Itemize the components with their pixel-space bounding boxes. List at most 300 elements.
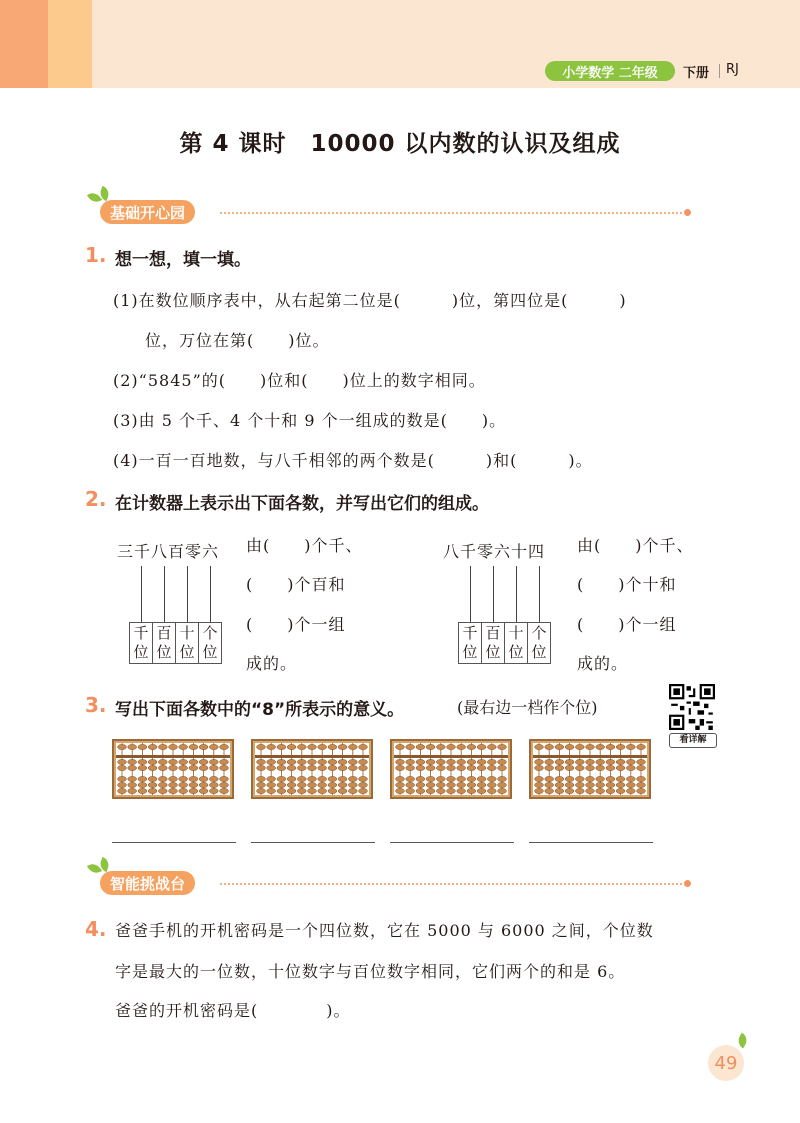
section-challenge-header <box>88 866 698 896</box>
abacus-bead <box>586 788 595 793</box>
abacus-bead <box>267 788 276 793</box>
abacus-bead <box>118 776 127 781</box>
composition-line: 由( )个千、 <box>246 536 363 555</box>
abacus-bead <box>565 782 574 787</box>
abacus-bead <box>277 776 286 781</box>
abacus-bead <box>637 782 646 787</box>
composition-line: ( )个一组 <box>246 615 346 634</box>
abacus-bead <box>606 782 615 787</box>
abacus-bead <box>308 759 317 764</box>
abacus-bead <box>138 782 147 787</box>
abacus-bead <box>287 782 296 787</box>
abacus-bead <box>477 744 486 749</box>
abacus-bead <box>555 782 564 787</box>
abacus-bead <box>575 765 584 770</box>
abacus-bead <box>436 765 445 770</box>
abacus-bead <box>637 759 646 764</box>
abacus-bead <box>596 788 605 793</box>
abacus-bead <box>267 759 276 764</box>
abacus-bead <box>637 788 646 793</box>
abacus-bead <box>118 782 127 787</box>
abacus-bead <box>359 765 368 770</box>
abacus-bead <box>457 759 466 764</box>
abacus-bead <box>348 788 357 793</box>
abacus-bead <box>138 744 147 749</box>
abacus-bead <box>169 782 178 787</box>
place-cell: 个 位 <box>528 623 551 664</box>
abacus-bead <box>267 776 276 781</box>
abacus-bead <box>535 744 544 749</box>
abacus-bead <box>328 776 337 781</box>
abacus-bead <box>487 776 496 781</box>
abacus-bead <box>477 765 486 770</box>
abacus-bead <box>257 765 266 770</box>
abacus-frame <box>390 739 512 799</box>
abacus-bead <box>535 765 544 770</box>
abacus-bead <box>555 776 564 781</box>
abacus-bead <box>396 744 405 749</box>
abacus-bead <box>179 776 188 781</box>
answer-blank[interactable] <box>251 842 375 843</box>
abacus-bead <box>308 744 317 749</box>
abacus-bead <box>297 776 306 781</box>
question-number: 4. <box>85 917 107 941</box>
abacus-bead <box>199 782 208 787</box>
abacus-bead <box>457 776 466 781</box>
abacus-bead <box>199 759 208 764</box>
abacus-bead <box>477 788 486 793</box>
abacus-bead <box>396 759 405 764</box>
abacus-bead <box>318 765 327 770</box>
abacus-bead <box>616 782 625 787</box>
abacus-bead <box>565 776 574 781</box>
abacus-bead <box>457 782 466 787</box>
dotted-rule <box>220 212 682 214</box>
abacus-bead <box>626 765 635 770</box>
composition-line: ( )个十和 <box>577 575 677 594</box>
abacus-bead <box>487 765 496 770</box>
question-number: 2. <box>85 487 107 511</box>
abacus-bead <box>220 782 229 787</box>
section-basic-header <box>88 195 698 225</box>
abacus-bead <box>148 776 157 781</box>
abacus-bead <box>436 782 445 787</box>
abacus-bead <box>257 782 266 787</box>
abacus-bead <box>596 776 605 781</box>
abacus-bead <box>277 788 286 793</box>
abacus-bead <box>416 759 425 764</box>
abacus-bead <box>158 759 167 764</box>
abacus-bead <box>359 788 368 793</box>
abacus-bead <box>616 759 625 764</box>
abacus-bead <box>267 744 276 749</box>
counter-rod <box>539 566 540 622</box>
abacus-bead <box>297 788 306 793</box>
abacus-bead <box>277 765 286 770</box>
abacus-bead <box>179 788 188 793</box>
abacus-bead <box>189 782 198 787</box>
abacus-bead <box>169 776 178 781</box>
abacus-bead <box>359 744 368 749</box>
abacus-bead <box>169 788 178 793</box>
place-cell: 十 位 <box>505 623 528 664</box>
abacus-bead <box>318 744 327 749</box>
abacus-bead <box>297 765 306 770</box>
abacus-bead <box>416 788 425 793</box>
page-header <box>0 0 800 88</box>
abacus-bead <box>626 782 635 787</box>
question-title: 写出下面各数中的“8”所表示的意义。 <box>115 700 405 720</box>
edition-label: RJ <box>726 62 739 77</box>
abacus-bead <box>158 765 167 770</box>
abacus-bead <box>498 759 507 764</box>
abacus-bead <box>535 788 544 793</box>
number-words: 三千八百零六 <box>117 542 220 561</box>
abacus-bead <box>436 759 445 764</box>
abacus-bead <box>426 765 435 770</box>
abacus-bead <box>220 744 229 749</box>
place-cell: 百 位 <box>482 623 505 664</box>
abacus-bead <box>416 765 425 770</box>
abacus-bead <box>220 788 229 793</box>
qr-code-icon[interactable] <box>669 684 715 730</box>
abacus-bead <box>545 744 554 749</box>
abacus-bead <box>467 759 476 764</box>
dot-marker <box>684 209 691 216</box>
place-cell: 百 位 <box>153 623 176 664</box>
abacus-bead <box>586 782 595 787</box>
abacus-bead <box>189 744 198 749</box>
answer-blank[interactable] <box>390 842 514 843</box>
abacus-bead <box>416 782 425 787</box>
abacus-bead <box>169 765 178 770</box>
abacus-bead <box>359 776 368 781</box>
abacus-bead <box>555 744 564 749</box>
counter-rod <box>516 566 517 622</box>
place-value-table <box>458 622 551 664</box>
question-title: 在计数器上表示出下面各数，并写出它们的组成。 <box>115 494 489 514</box>
abacus-bead <box>565 759 574 764</box>
abacus-bead <box>338 788 347 793</box>
abacus-bead <box>575 782 584 787</box>
abacus-bead <box>457 744 466 749</box>
abacus-bead <box>328 788 337 793</box>
abacus-bead <box>128 788 137 793</box>
abacus-bead <box>436 788 445 793</box>
abacus-bead <box>297 759 306 764</box>
abacus-bead <box>128 782 137 787</box>
abacus-bead <box>359 782 368 787</box>
abacus-bead <box>416 776 425 781</box>
abacus-bead <box>338 765 347 770</box>
abacus-bead <box>287 788 296 793</box>
abacus-bead <box>426 782 435 787</box>
abacus-bead <box>308 788 317 793</box>
abacus-bead <box>426 776 435 781</box>
abacus-bead <box>447 788 456 793</box>
question-line: (1)在数位顺序表中，从右起第二位是( )位，第四位是( ) <box>113 291 627 310</box>
abacus-frame <box>529 739 651 799</box>
abacus-beads <box>114 741 232 797</box>
abacus-bead <box>209 776 218 781</box>
abacus-bead <box>328 744 337 749</box>
abacus-bead <box>138 765 147 770</box>
question-number: 1. <box>85 243 107 267</box>
answer-blank[interactable] <box>112 842 236 843</box>
abacus-bead <box>267 765 276 770</box>
question-title: 想一想，填一填。 <box>115 250 251 270</box>
lesson-title: 第 4 课时 10000 以内数的认识及组成 <box>179 131 621 157</box>
abacus-bead <box>128 759 137 764</box>
abacus-bead <box>148 782 157 787</box>
abacus-bead <box>535 776 544 781</box>
question-line: 字是最大的一位数，十位数字与百位数字相同，它们两个的和是 6。 <box>115 962 626 981</box>
abacus-bead <box>586 759 595 764</box>
abacus-bead <box>555 788 564 793</box>
abacus-bead <box>189 776 198 781</box>
abacus-bead <box>487 759 496 764</box>
see-details-label[interactable]: 看详解 <box>669 733 717 748</box>
abacus-bead <box>545 765 554 770</box>
place-cell: 个 位 <box>199 623 222 664</box>
composition-line: 成的。 <box>577 654 629 673</box>
abacus-bead <box>626 788 635 793</box>
abacus-bead <box>128 744 137 749</box>
abacus-bead <box>545 776 554 781</box>
abacus-bead <box>348 744 357 749</box>
abacus-bead <box>616 744 625 749</box>
leaf-icon <box>735 1033 749 1049</box>
question-line: 位，万位在第( )位。 <box>145 331 330 350</box>
abacus-bead <box>498 782 507 787</box>
abacus-bead <box>267 782 276 787</box>
abacus-bead <box>338 782 347 787</box>
abacus-bead <box>545 782 554 787</box>
counter-rod <box>210 566 211 622</box>
abacus-bead <box>586 776 595 781</box>
abacus-bead <box>148 765 157 770</box>
abacus-bead <box>575 744 584 749</box>
abacus-bead <box>436 744 445 749</box>
abacus-bead <box>158 776 167 781</box>
subject-badge: 小学数学 二年级 <box>545 61 675 81</box>
abacus-bead <box>616 788 625 793</box>
question-line: (2)“5845”的( )位和( )位上的数字相同。 <box>113 371 486 390</box>
abacus-bead <box>328 759 337 764</box>
abacus-bead <box>406 765 415 770</box>
counter-rod <box>164 566 165 622</box>
abacus-bead <box>447 759 456 764</box>
abacus-bead <box>277 744 286 749</box>
abacus-bead <box>426 744 435 749</box>
abacus-bead <box>545 788 554 793</box>
abacus-bead <box>209 788 218 793</box>
abacus-bead <box>257 776 266 781</box>
abacus-bead <box>308 782 317 787</box>
abacus-bead <box>498 776 507 781</box>
composition-line: 成的。 <box>246 654 298 673</box>
abacus-bead <box>426 759 435 764</box>
abacus-bead <box>467 765 476 770</box>
place-cell: 十 位 <box>176 623 199 664</box>
abacus-bead <box>637 744 646 749</box>
abacus-bead <box>477 759 486 764</box>
abacus-bead <box>199 744 208 749</box>
abacus-bead <box>596 765 605 770</box>
abacus-bead <box>555 765 564 770</box>
abacus-bead <box>318 788 327 793</box>
abacus-bead <box>209 782 218 787</box>
abacus-bead <box>467 776 476 781</box>
abacus-bead <box>220 765 229 770</box>
counter-rod <box>493 566 494 622</box>
abacus-bead <box>118 759 127 764</box>
abacus-bead <box>128 776 137 781</box>
volume-label: 下册 <box>683 66 710 81</box>
abacus-bead <box>220 776 229 781</box>
abacus-bead <box>575 776 584 781</box>
abacus-bead <box>359 759 368 764</box>
abacus-bead <box>277 759 286 764</box>
abacus-bead <box>477 782 486 787</box>
abacus-bead <box>467 788 476 793</box>
abacus-bead <box>189 788 198 793</box>
abacus-bead <box>616 776 625 781</box>
abacus-bead <box>626 759 635 764</box>
page-number: 49 <box>708 1045 744 1081</box>
abacus-beads <box>253 741 371 797</box>
abacus-bead <box>498 765 507 770</box>
abacus-bead <box>287 776 296 781</box>
abacus-bead <box>138 776 147 781</box>
abacus-beads <box>531 741 649 797</box>
abacus-bead <box>287 759 296 764</box>
abacus-bead <box>148 744 157 749</box>
abacus-bead <box>396 788 405 793</box>
place-value-table <box>129 622 222 664</box>
abacus-bead <box>606 776 615 781</box>
abacus-bead <box>148 788 157 793</box>
abacus-bead <box>406 744 415 749</box>
abacus-bead <box>189 759 198 764</box>
abacus-bead <box>555 759 564 764</box>
abacus-bead <box>348 776 357 781</box>
abacus-bead <box>406 759 415 764</box>
abacus-bead <box>338 744 347 749</box>
abacus-bead <box>396 782 405 787</box>
composition-line: 由( )个千、 <box>577 536 694 555</box>
abacus-bead <box>199 776 208 781</box>
abacus-bead <box>338 759 347 764</box>
abacus-bead <box>128 765 137 770</box>
abacus-bead <box>477 776 486 781</box>
abacus-bead <box>318 759 327 764</box>
abacus-bead <box>467 744 476 749</box>
abacus-frame <box>251 739 373 799</box>
question-line: 爸爸手机的开机密码是一个四位数，它在 5000 与 6000 之间，个位数 <box>115 921 654 940</box>
abacus-beads <box>392 741 510 797</box>
abacus-bead <box>209 765 218 770</box>
abacus-bead <box>158 788 167 793</box>
question-line: 爸爸的开机密码是( )。 <box>115 1001 351 1020</box>
abacus-bead <box>209 744 218 749</box>
abacus-bead <box>308 776 317 781</box>
abacus-bead <box>487 788 496 793</box>
abacus-bead <box>158 744 167 749</box>
abacus-bead <box>406 788 415 793</box>
abacus-bead <box>396 765 405 770</box>
abacus-bead <box>318 776 327 781</box>
abacus-frame <box>112 739 234 799</box>
counter-rod <box>470 566 471 622</box>
abacus-bead <box>220 759 229 764</box>
place-cell: 千 位 <box>459 623 482 664</box>
abacus-bead <box>189 765 198 770</box>
abacus-bead <box>606 765 615 770</box>
question-number: 3. <box>85 693 107 717</box>
abacus-bead <box>467 782 476 787</box>
abacus-bead <box>447 765 456 770</box>
answer-blank[interactable] <box>529 842 653 843</box>
abacus-bead <box>308 765 317 770</box>
abacus-bead <box>328 782 337 787</box>
composition-line: ( )个一组 <box>577 615 677 634</box>
abacus-bead <box>179 744 188 749</box>
abacus-bead <box>328 765 337 770</box>
number-words: 八千零六十四 <box>443 542 546 561</box>
abacus-bead <box>338 776 347 781</box>
question-line: (3)由 5 个千、4 个十和 9 个一组成的数是( )。 <box>113 411 507 430</box>
abacus-bead <box>287 765 296 770</box>
abacus-bead <box>535 759 544 764</box>
abacus-bead <box>565 744 574 749</box>
abacus-bead <box>199 788 208 793</box>
abacus-bead <box>406 776 415 781</box>
dotted-rule <box>220 883 682 885</box>
abacus-bead <box>348 782 357 787</box>
abacus-bead <box>138 759 147 764</box>
abacus-bead <box>447 744 456 749</box>
counter-rod <box>187 566 188 622</box>
abacus-bead <box>118 744 127 749</box>
abacus-bead <box>287 744 296 749</box>
abacus-bead <box>565 765 574 770</box>
abacus-bead <box>416 744 425 749</box>
composition-line: ( )个百和 <box>246 575 346 594</box>
abacus-bead <box>209 759 218 764</box>
abacus-bead <box>565 788 574 793</box>
counter-rod <box>141 566 142 622</box>
abacus-bead <box>545 759 554 764</box>
abacus-bead <box>535 782 544 787</box>
question-note: (最右边一档作个位) <box>457 698 598 717</box>
abacus-bead <box>586 744 595 749</box>
dot-marker <box>684 880 691 887</box>
abacus-bead <box>575 759 584 764</box>
abacus-bead <box>118 788 127 793</box>
abacus-bead <box>297 782 306 787</box>
header-stripe <box>48 0 92 88</box>
abacus-bead <box>318 782 327 787</box>
header-stripe <box>0 0 48 88</box>
abacus-bead <box>348 765 357 770</box>
abacus-bead <box>637 776 646 781</box>
divider <box>719 64 720 78</box>
abacus-bead <box>487 782 496 787</box>
section-basic-label: 基础开心园 <box>100 200 195 224</box>
abacus-bead <box>626 776 635 781</box>
abacus-bead <box>257 744 266 749</box>
